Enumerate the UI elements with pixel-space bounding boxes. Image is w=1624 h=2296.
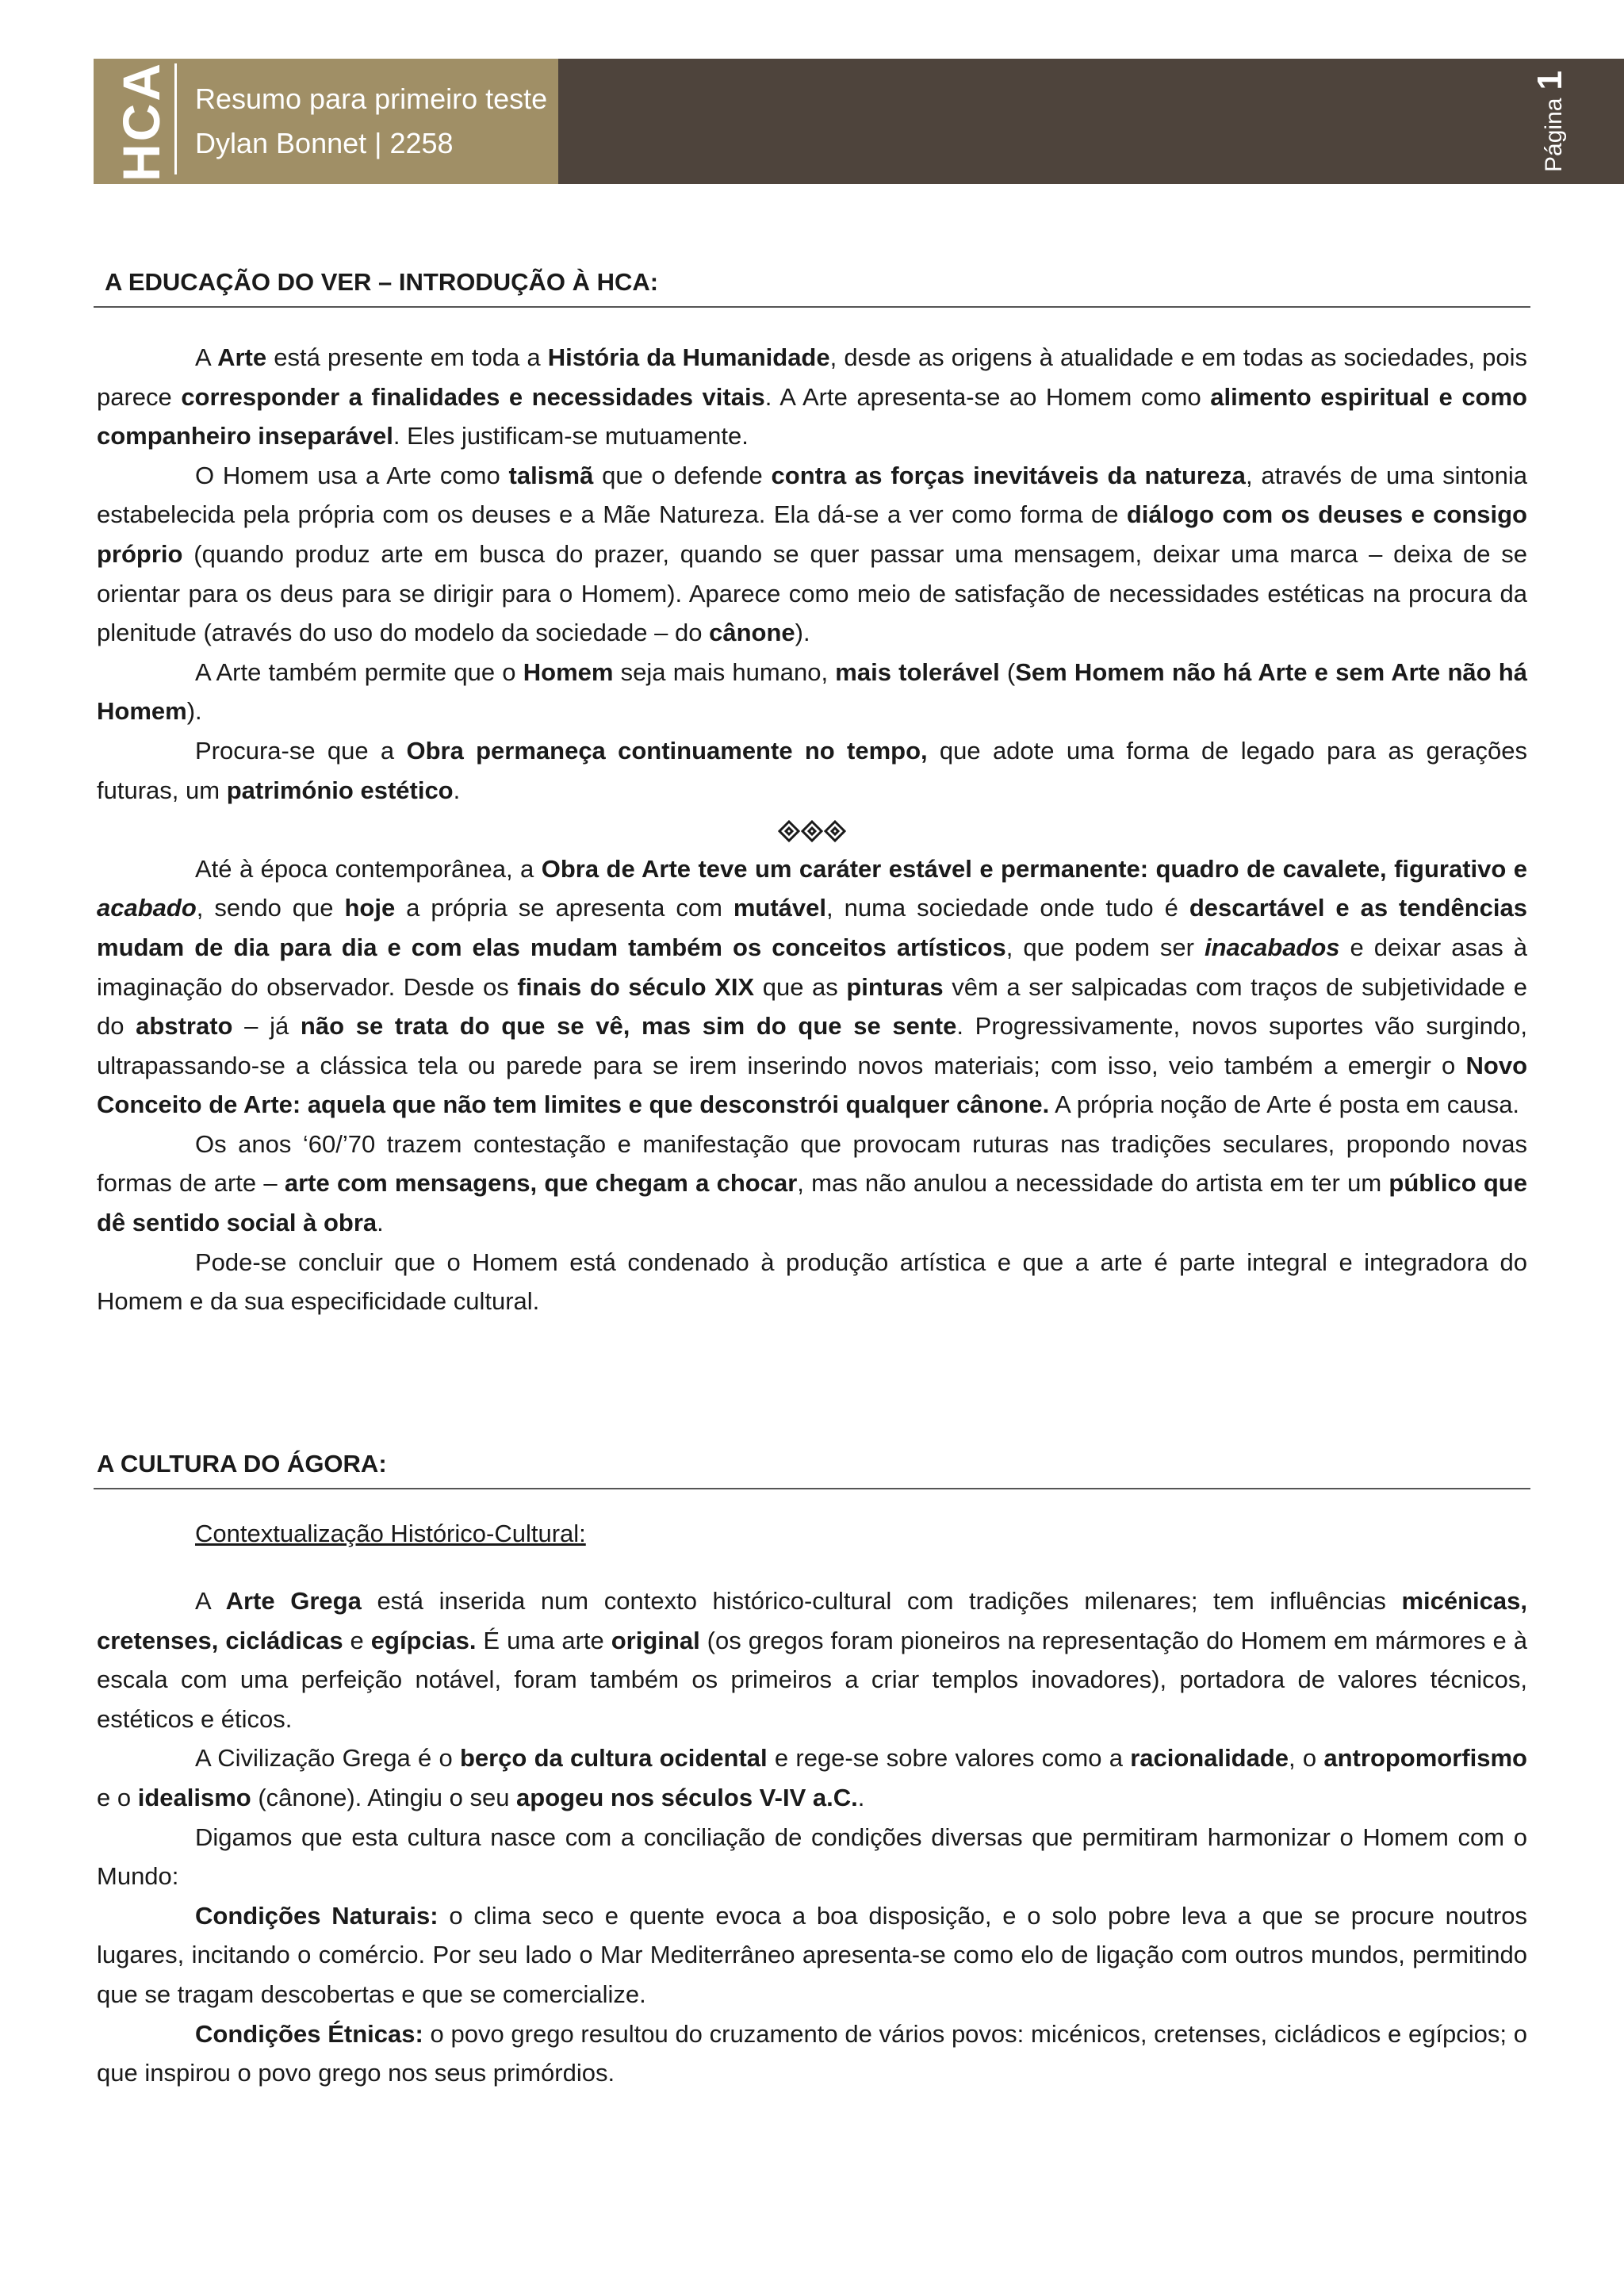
page-number: 1 xyxy=(1530,71,1569,90)
paragraph: Condições Étnicas: o povo grego resultou do cruzamento de vários povos: micénicos, cretenses, cicládicos e egípcios; o que inspirou o povo grego nos seus primórdios. xyxy=(97,2019,1527,2087)
section-title-educacao: A EDUCAÇÃO DO VER – INTRODUÇÃO À HCA: xyxy=(105,268,659,296)
paragraph: Até à época contemporânea, a Obra de Arte teve um caráter estável e permanente: quadro de cavalete, figurativo e acabado, sendo que hoje a própria se apresenta com mutável, numa sociedade onde tudo é descartável e as tendências mudam de dia para dia e com elas mudam também os conceitos artísticos, que podem ser inacabados e deixar asas à imaginação do observador. Desde os finais do século XIX que as pinturas vêm a ser salpicadas com traços de subjetividade e do abstrato – já não se trata do que se vê, mas sim do que se sente. Progressivamente, novos suportes vão surgindo, ultrapassando-se a clássica tela ou parede para se irem inserindo novos materiais; com isso, veio também a emergir o Novo Conceito de Arte: aquela que não tem limites e que desconstrói qualquer cânone. A própria noção de Arte é posta em causa. xyxy=(97,854,1528,1119)
paragraph: Pode-se concluir que o Homem está condenado à produção artística e que a arte é parte integral e integradora do Homem e da sua especificidade cultural. xyxy=(97,1248,1527,1316)
hca-logo-text: HCA xyxy=(112,61,170,182)
diamond-separator-icon xyxy=(778,820,846,842)
logo-divider xyxy=(174,63,177,174)
section-title-agora: A CULTURA DO ÁGORA: xyxy=(97,1450,387,1478)
section-rule xyxy=(94,1488,1530,1489)
section1-paragraphs-after xyxy=(97,849,1527,1321)
section1-body xyxy=(97,338,1527,1321)
paragraph: A Civilização Grega é o berço da cultura ocidental e rege-se sobre valores como a racionalidade, o antropomorfismo e o idealismo (cânone). Atingiu o seu apogeu nos séculos V-IV a.C.. xyxy=(97,1744,1527,1811)
paragraph: O Homem usa a Arte como talismã que o defende contra as forças inevitáveis da natureza, através de uma sintonia estabelecida pela própria com os deuses e a Mãe Natureza. Ela dá-se a ver como forma de diálogo com os deuses e consigo próprio (quando produz arte em busca do prazer, quando se quer passar uma mensagem, deixar uma marca – deixa de se orientar para os deus para se dirigir para o Homem). Aparece como meio de satisfação de necessidades estéticas na procura da plenitude (através do uso do modelo da sociedade – do cânone). xyxy=(97,461,1527,647)
document-title: Resumo para primeiro teste xyxy=(195,82,548,115)
section2-paragraphs xyxy=(97,1581,1527,2093)
paragraph: A Arte também permite que o Homem seja mais humano, mais tolerável (Sem Homem não há Arte e sem Arte não há Homem). xyxy=(97,657,1527,726)
paragraph: Procura-se que a Obra permaneça continuamente no tempo, que adote uma forma de legado para as gerações futuras, um património estético. xyxy=(97,736,1527,804)
paragraph: Condições Naturais: o clima seco e quente evoca a boa disposição, e o solo pobre leva a que se procure noutros lugares, incitando o comércio. Por seu lado o Mar Mediterrâneo apresenta-se como elo de ligação com outros mundos, permitindo que se tragam descobertas e que se comercialize. xyxy=(97,1901,1527,2008)
section1-paragraphs xyxy=(97,338,1527,810)
paragraph: A Arte Grega está inserida num contexto histórico-cultural com tradições milenares; tem influências micénicas, cretenses, cicládicas e egípcias. É uma arte original (os gregos foram pioneiros na representação do Homem em mármores e à escala com uma perfeição notável, foram também os primeiros a criar templos inovadores), portadora de valores técnicos, estéticos e éticos. xyxy=(97,1587,1527,1733)
hca-logo xyxy=(109,59,173,184)
separator xyxy=(97,810,1527,849)
subsection-title: Contextualização Histórico-Cultural: xyxy=(195,1520,586,1547)
section2-body xyxy=(97,1581,1527,2093)
page-indicator xyxy=(1491,62,1610,181)
page-label: Página xyxy=(1541,98,1567,172)
section-rule xyxy=(94,306,1530,308)
paragraph: A Arte está presente em toda a História da Humanidade, desde as origens à atualidade e em todas as sociedades, pois parece corresponder a finalidades e necessidades vitais. A Arte apresenta-se ao Homem como alimento espiritual e como companheiro inseparável. Eles justificam-se mutuamente. xyxy=(97,343,1527,450)
paragraph: Os anos ‘60/’70 trazem contestação e manifestação que provocam ruturas nas tradições seculares, propondo novas formas de arte – arte com mensagens, que chegam a chocar, mas não anulou a necessidade do artista em ter um público que dê sentido social à obra. xyxy=(97,1129,1527,1237)
author-line: Dylan Bonnet | 2258 xyxy=(195,127,454,159)
paragraph: Digamos que esta cultura nasce com a conciliação de condições diversas que permitiram harmonizar o Homem com o Mundo: xyxy=(97,1823,1527,1891)
